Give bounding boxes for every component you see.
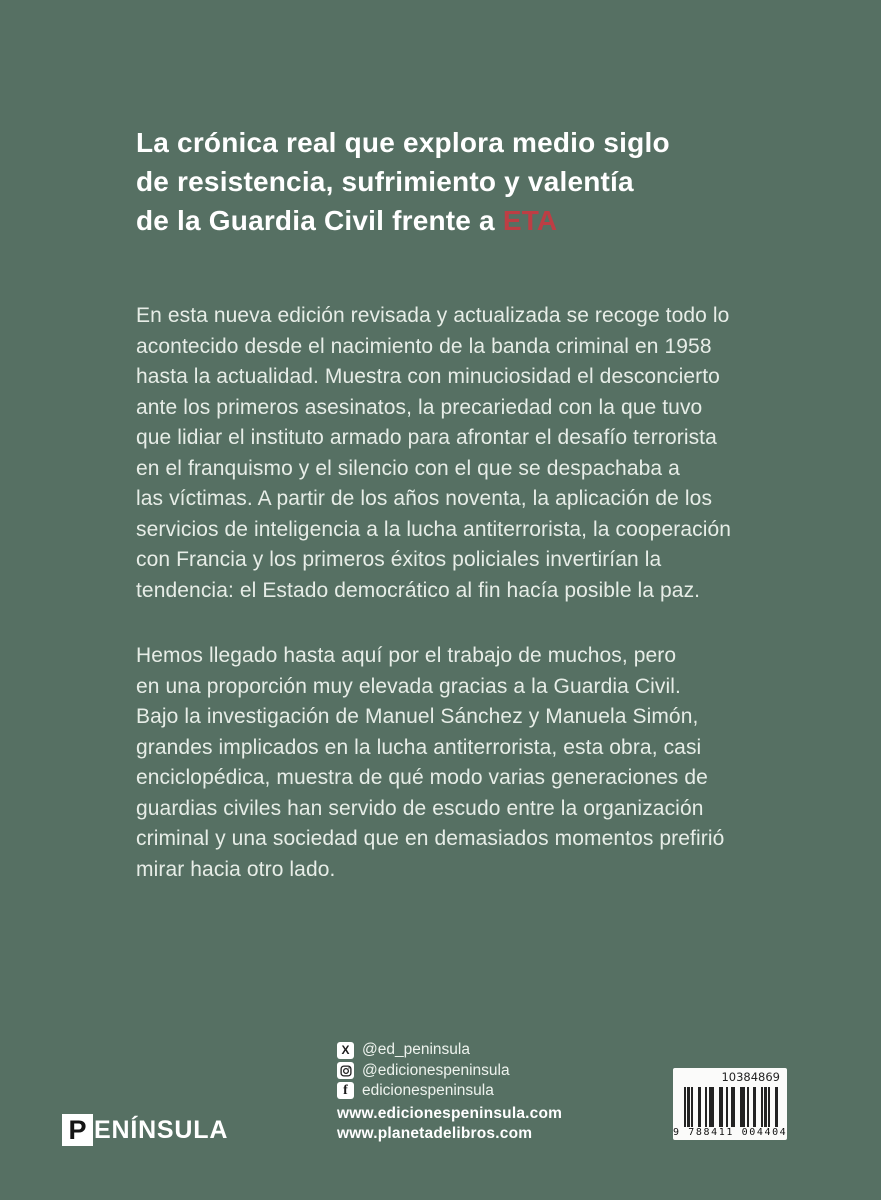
social-row-instagram [337, 1060, 562, 1080]
peninsula-publisher-logo [62, 1114, 228, 1146]
text-line: con Francia y los primeros éxitos policiales invertirían la [136, 548, 662, 571]
social-handle-x: @ed_peninsula [362, 1041, 470, 1059]
x-logo-icon: X [337, 1042, 354, 1059]
barcode-top-number: 10384869 [721, 1070, 780, 1084]
barcode-bars [684, 1087, 778, 1127]
headline-line: de resistencia, sufrimiento y valentía [136, 166, 634, 197]
headline-highlight-eta: ETA [502, 205, 558, 236]
social-handle-facebook: edicionespeninsula [362, 1081, 494, 1099]
headline-line: La crónica real que explora medio siglo [136, 127, 670, 158]
text-line: enciclopédica, muestra de qué modo varias generaciones de [136, 766, 708, 789]
text-line: acontecido desde el nacimiento de la banda criminal en 1958 [136, 334, 712, 358]
text-line: ante los primeros asesinatos, la precariedad con la que tuvo [136, 395, 703, 419]
social-row-x [337, 1040, 562, 1060]
website-url-peninsula: www.edicionespeninsula.com [337, 1105, 563, 1123]
logo-wordmark: ENÍNSULA [94, 1115, 229, 1144]
text-line: servicios de inteligencia a la lucha antiterrorista, la cooperación [136, 517, 732, 541]
barcode-label [673, 1068, 787, 1140]
social-handle-instagram: @edicionespeninsula [362, 1061, 510, 1079]
website-url-planetadelibros: www.planetadelibros.com [337, 1124, 533, 1142]
headline-line [136, 201, 670, 240]
logo-initial-box: P [62, 1114, 93, 1146]
text-line: hasta la actualidad. Muestra con minuciosidad el desconcierto [136, 365, 720, 388]
text-line: Bajo la investigación de Manuel Sánchez y Manuela Simón, [136, 705, 699, 728]
barcode-isbn-digits: 9 788411 004404 [673, 1126, 788, 1138]
text-line: Hemos llegado hasta aquí por el trabajo de muchos, pero [136, 644, 677, 667]
synopsis-paragraph-1 [136, 301, 731, 606]
text-line: en una proporción muy elevada gracias a la Guardia Civil. [136, 674, 681, 698]
instagram-icon [337, 1062, 354, 1079]
synopsis-paragraph-2 [136, 641, 724, 885]
text-line: tendencia: el Estado democrático al fin hacía posible la paz. [136, 578, 701, 602]
text-line: En esta nueva edición revisada y actualizada se recoge todo lo [136, 304, 730, 327]
text-line: mirar hacia otro lado. [136, 857, 336, 881]
text-line: grandes implicados en la lucha antiterrorista, esta obra, casi [136, 735, 702, 759]
social-row-facebook [337, 1081, 562, 1101]
headline [136, 123, 670, 240]
text-line: en el franquismo y el silencio con el que se despachaba a [136, 456, 680, 480]
social-links-block [337, 1040, 562, 1143]
text-line: que lidiar el instituto armado para afrontar el desafío terrorista [136, 426, 717, 449]
text-line: guardias civiles han servido de escudo entre la organización [136, 796, 704, 820]
facebook-icon: f [337, 1082, 354, 1099]
text-line: criminal y una sociedad que en demasiados momentos prefirió [136, 827, 725, 850]
website-urls [337, 1104, 562, 1143]
text-line: las víctimas. A partir de los años noventa, la aplicación de los [136, 487, 713, 510]
headline-line-text: de la Guardia Civil frente a [136, 205, 503, 236]
